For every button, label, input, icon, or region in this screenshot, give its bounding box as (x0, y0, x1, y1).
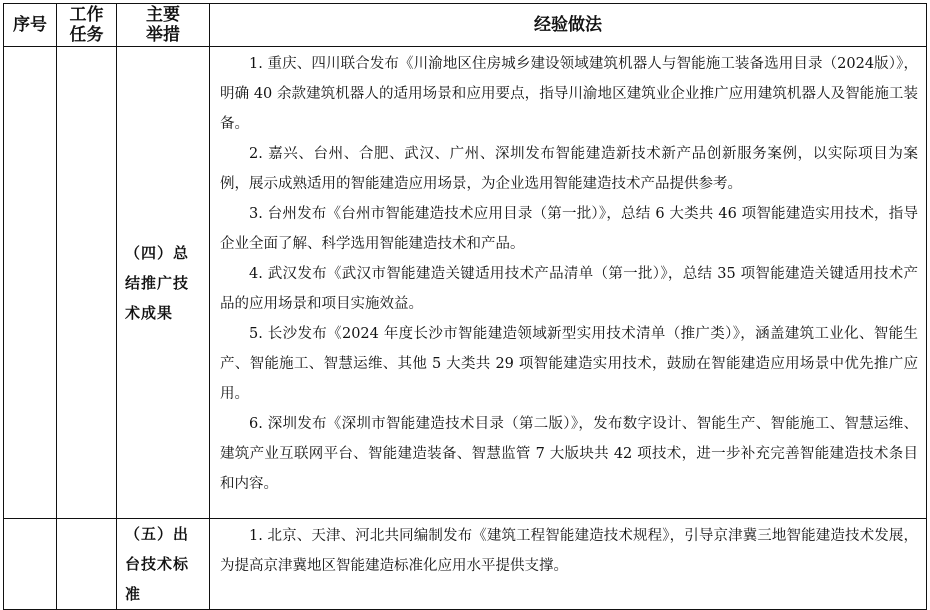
practice-paragraph: 6. 深圳发布《深圳市智能建造技术目录（第二版）》，发布数字设计、智能生产、智能施工、智慧运维、建筑产业互联网平台、智能建造装备、智慧监管 7 大版块共 42 项技术，进一步补充完善智能建造技术条目和内容。 (220, 416, 918, 492)
task-cell (57, 519, 117, 610)
header-seq: 序号 (4, 4, 57, 47)
table-row (4, 47, 927, 519)
header-task: 工作 任务 (57, 4, 117, 47)
seq-cell (4, 47, 57, 519)
practice-paragraph: 1. 重庆、四川联合发布《川渝地区住房城乡建设领域建筑机器人与智能施工装备选用目录（2024版）》，明确 40 余款建筑机器人的适用场景和应用要点，指导川渝地区建筑业企业推广应用建筑机器人及智能施工装备。 (220, 56, 918, 132)
practice-cell (210, 47, 927, 519)
seq-cell (4, 519, 57, 610)
header-practice: 经验做法 (210, 4, 927, 47)
header-row (4, 4, 927, 47)
task-cell (57, 47, 117, 519)
practice-paragraph: 1. 北京、天津、河北共同编制发布《建筑工程智能建造技术规程》，引导京津冀三地智能建造技术发展，为提高京津冀地区智能建造标准化应用水平提供支撑。 (220, 528, 918, 574)
practice-paragraph: 2. 嘉兴、台州、合肥、武汉、广州、深圳发布智能建造新技术新产品创新服务案例，以实际项目为案例，展示成熟适用的智能建造应用场景，为企业选用智能建造技术产品提供参考。 (220, 146, 918, 192)
experience-table (3, 3, 927, 610)
measure-cell: （五）出台技术标准 (117, 519, 210, 610)
practice-paragraph: 3. 台州发布《台州市智能建造技术应用目录（第一批）》，总结 6 大类共 46 项智能建造实用技术，指导企业全面了解、科学选用智能建造技术和产品。 (220, 206, 918, 252)
table-row (4, 519, 927, 610)
header-measure: 主要 举措 (117, 4, 210, 47)
practice-paragraph: 4. 武汉发布《武汉市智能建造关键适用技术产品清单（第一批）》，总结 35 项智能建造关键适用技术产品的应用场景和项目实施效益。 (220, 266, 918, 312)
practice-paragraph: 5. 长沙发布《2024 年度长沙市智能建造领域新型实用技术清单（推广类）》，涵盖建筑工业化、智能生产、智能施工、智慧运维、其他 5 大类共 29 项智能建造实用技术，鼓励在智能建造应用场景中优先推广应用。 (220, 326, 918, 402)
practice-cell (210, 519, 927, 610)
measure-cell: （四）总结推广技术成果 (117, 47, 210, 519)
